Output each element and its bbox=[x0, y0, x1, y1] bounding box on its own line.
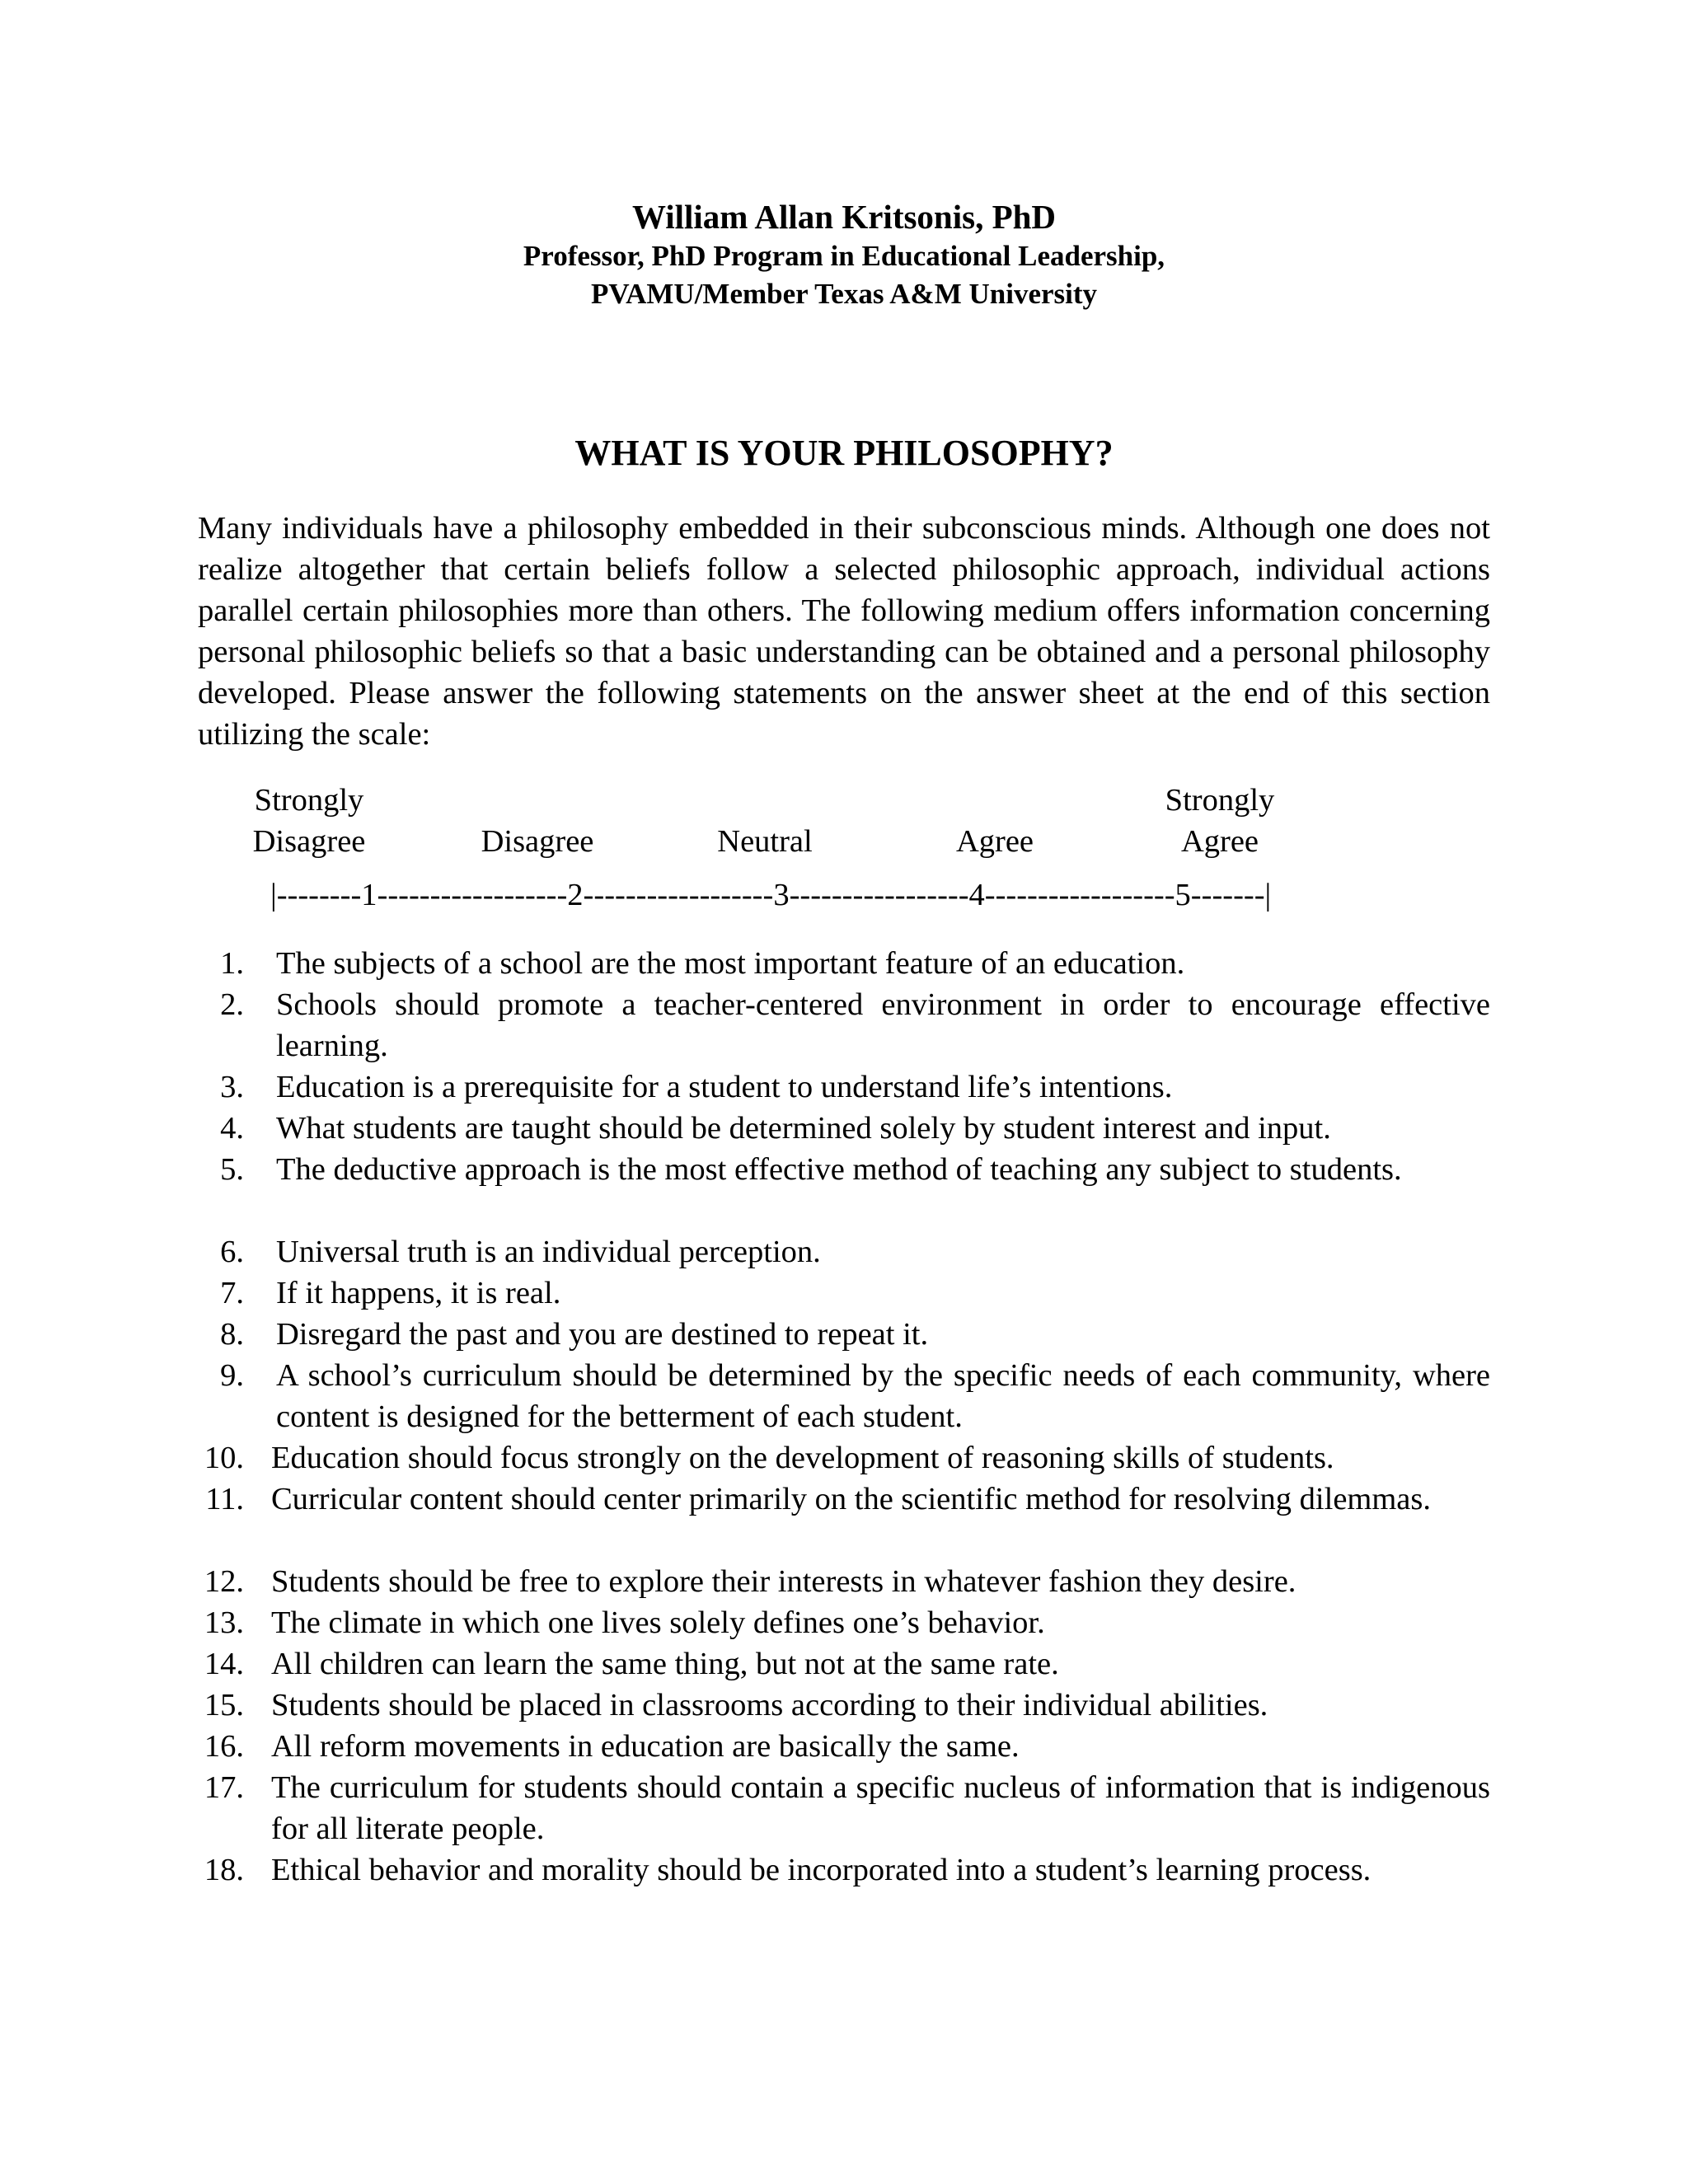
item-number: 4. bbox=[220, 1111, 244, 1146]
item-number: 18. bbox=[204, 1853, 244, 1887]
item-text: Disregard the past and you are destined to repeat it. bbox=[276, 1317, 929, 1352]
item-text: Students should be placed in classrooms according to their individual abilities. bbox=[271, 1688, 1268, 1722]
author-header bbox=[0, 196, 1688, 313]
item-number: 14. bbox=[204, 1647, 244, 1681]
scale-label-neutral: Neutral bbox=[717, 824, 813, 859]
author-name: William Allan Kritsonis, PhD bbox=[631, 198, 1057, 236]
item-text: Schools should promote a teacher-centered environment in order to encourage effective learning. bbox=[276, 987, 1490, 1063]
item-number: 3. bbox=[220, 1070, 244, 1104]
item-number: 6. bbox=[220, 1235, 244, 1269]
item-text: Education should focus strongly on the development of reasoning skills of students. bbox=[271, 1441, 1334, 1475]
item-text: A school’s curriculum should be determined by the specific needs of each community, where content is designed for the betterment of each student. bbox=[276, 1358, 1490, 1434]
item-text: The climate in which one lives solely defines one’s behavior. bbox=[271, 1605, 1045, 1640]
item-number: 10. bbox=[204, 1441, 244, 1475]
item-number: 9. bbox=[220, 1358, 244, 1393]
item-number: 5. bbox=[220, 1152, 244, 1187]
item-number: 17. bbox=[204, 1770, 244, 1805]
affiliation-line-2: PVAMU/Member Texas A&M University bbox=[590, 278, 1098, 310]
scale-label-agree: Agree bbox=[955, 824, 1034, 859]
item-text: Ethical behavior and morality should be incorporated into a student’s learning process. bbox=[271, 1853, 1372, 1887]
scale-line: |--------1------------------2------------------3-----------------4------------------5-------| bbox=[270, 878, 1272, 912]
item-text: The curriculum for students should contain a specific nucleus of information that is indigenous for all literate people. bbox=[271, 1770, 1490, 1846]
item-text: Students should be free to explore their interests in whatever fashion they desire. bbox=[271, 1564, 1296, 1599]
item-number: 15. bbox=[204, 1688, 244, 1722]
item-text: If it happens, it is real. bbox=[276, 1276, 561, 1310]
item-number: 11. bbox=[205, 1482, 244, 1516]
item-number: 12. bbox=[204, 1564, 244, 1599]
item-text: Universal truth is an individual perception. bbox=[276, 1235, 821, 1269]
scale-strongly-agree-top: Strongly bbox=[1165, 783, 1275, 818]
item-number: 8. bbox=[220, 1317, 244, 1352]
item-text: All children can learn the same thing, but not at the same rate. bbox=[271, 1647, 1059, 1681]
intro-paragraph: Many individuals have a philosophy embedded in their subconscious minds. Although one does not realize altogether that certain beliefs follow a selected philosophic approach, individual actions parallel certain philosophies more than others. The following medium offers information concerning personal philosophic beliefs so that a basic understanding can be obtained and a personal philosophy developed. Please answer the following statements on the answer sheet at the end of this section utilizing the scale: bbox=[198, 511, 1490, 752]
scale-label-strongly-disagree bbox=[247, 780, 371, 862]
scale-label-strongly-agree bbox=[1154, 780, 1286, 862]
item-text: All reform movements in education are basically the same. bbox=[271, 1729, 1020, 1764]
affiliation-line-1: Professor, PhD Program in Educational Leadership, bbox=[523, 240, 1165, 272]
scale-strongly-agree-bottom: Agree bbox=[1180, 824, 1259, 859]
item-text: The deductive approach is the most effective method of teaching any subject to students. bbox=[276, 1152, 1402, 1187]
scale-label-disagree: Disagree bbox=[481, 824, 594, 859]
item-number: 1. bbox=[220, 946, 244, 981]
item-number: 7. bbox=[220, 1276, 244, 1310]
scale-strongly-disagree-top: Strongly bbox=[254, 783, 364, 818]
item-text: The subjects of a school are the most important feature of an education. bbox=[276, 946, 1185, 981]
page-title: WHAT IS YOUR PHILOSOPHY? bbox=[574, 433, 1114, 473]
item-number: 16. bbox=[204, 1729, 244, 1764]
item-text: Education is a prerequisite for a student to understand life’s intentions. bbox=[276, 1070, 1173, 1104]
item-text: Curricular content should center primarily on the scientific method for resolving dilemmas. bbox=[271, 1482, 1431, 1516]
item-text: What students are taught should be determined solely by student interest and input. bbox=[276, 1111, 1331, 1146]
item-number: 13. bbox=[204, 1605, 244, 1640]
item-number: 2. bbox=[220, 987, 244, 1022]
scale-strongly-disagree-bottom: Disagree bbox=[252, 824, 366, 859]
